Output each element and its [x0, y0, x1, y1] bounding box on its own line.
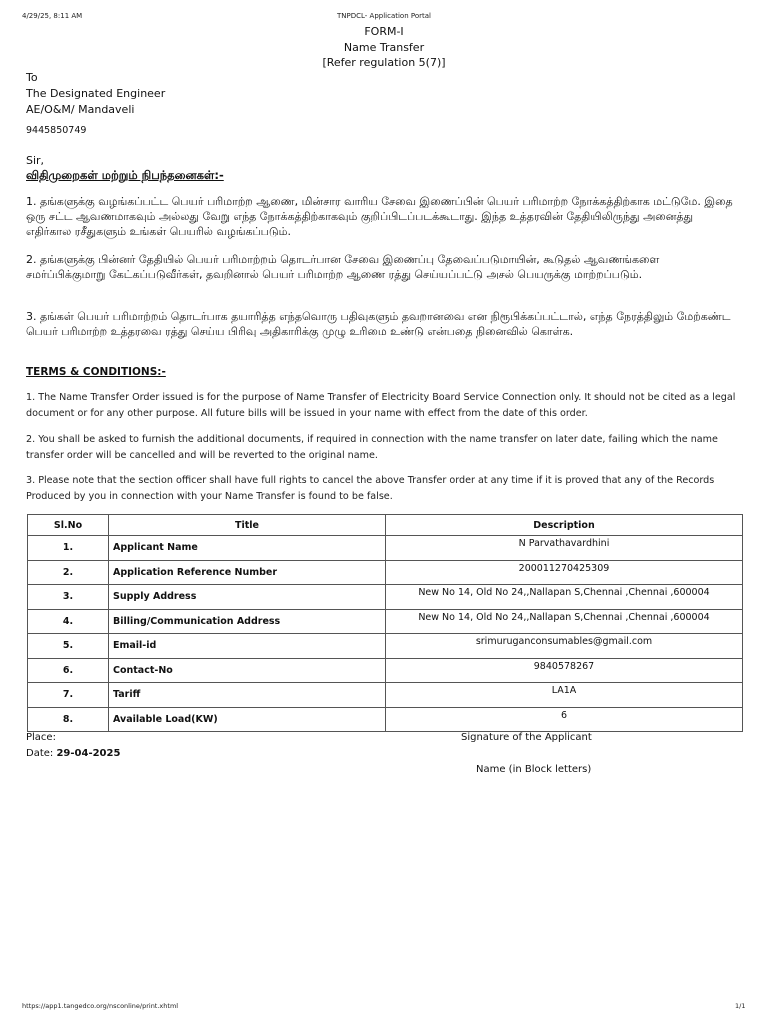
- form-title: FORM-I: [364, 25, 404, 38]
- date-value: 29-04-2025: [56, 748, 121, 759]
- table-row: [28, 585, 743, 610]
- date-label: Date:: [26, 748, 54, 759]
- address-to: To: [26, 71, 38, 84]
- row-number: 6.: [28, 658, 109, 683]
- terms-heading: TERMS & CONDITIONS:-: [26, 366, 166, 378]
- page-url: https://app1.tangedco.org/nsconline/print.xhtml: [22, 1002, 179, 1010]
- form-regulation: [Refer regulation 5(7)]: [322, 56, 446, 69]
- form-subtitle: Name Transfer: [343, 41, 425, 54]
- tamil-heading: விதிமுறைகள் மற்றும் நிபந்தனைகள்:-: [26, 168, 224, 182]
- tamil-paragraph-1: 1. தங்களுக்கு வழங்கப்பட்ட பெயர் பரிமாற்ற ஆணை, மின்சார வாரிய சேவை இணைப்பின் பெயர் பரிமாற்ற நோக்கத்திற்காக மட்டுமே. இதை ஒரு சட்ட ஆவணமாகவும் அல்லது வேறு எந்த நோக்கத்திற்காகவும் குறிப்பிடப்படக்கூடாது. இந்த உத்தரவின் தேதியிலிருந்து அனைத்து எதிர்கால ரசீதுகளும் உங்கள் பெயரில் வழங்கப்படும்.: [26, 195, 733, 238]
- row-description: New No 14, Old No 24,,Nallapan S,Chennai ,Chennai ,600004: [386, 585, 743, 610]
- table-row: [28, 658, 743, 683]
- row-number: 8.: [28, 707, 109, 732]
- terms-paragraph-3: 3. Please note that the section officer shall have full rights to cancel the above Transfer order at any time if it is proved that any of the Records Produced by you in connection with your Name Transfer is found to be false.: [26, 475, 715, 502]
- row-title: Available Load(KW): [109, 707, 386, 732]
- row-title: Email-id: [109, 634, 386, 659]
- row-number: 4.: [28, 609, 109, 634]
- row-number: 2.: [28, 560, 109, 585]
- row-number: 1.: [28, 536, 109, 561]
- table-row: [28, 683, 743, 708]
- row-description: 200011270425309: [386, 560, 743, 585]
- row-title: Application Reference Number: [109, 560, 386, 585]
- table-header-row: [28, 515, 743, 536]
- table-row: [28, 634, 743, 659]
- terms-paragraph-1: 1. The Name Transfer Order issued is for the purpose of Name Transfer of Electricity Board Service Connection only. It should not be cited as a legal document or for any other purpose. All future bills will be issued in your name with effect from the date of this order.: [26, 392, 736, 419]
- row-number: 5.: [28, 634, 109, 659]
- table-row: [28, 609, 743, 634]
- salutation: Sir,: [26, 154, 45, 167]
- header-description: Description: [386, 515, 743, 536]
- row-title: Applicant Name: [109, 536, 386, 561]
- row-description: srimuruganconsumables@gmail.com: [386, 634, 743, 659]
- tamil-paragraph-2: 2. தங்களுக்கு பின்னர் தேதியில் பெயர் பரிமாற்றம் தொடர்பான சேவை இணைப்பு தேவைப்படுமாயின், கூடுதல் ஆவணங்களை சமர்ப்பிக்குமாறு கேட்கப்படுவீர்கள், தவறினால் பெயர் பரிமாற்ற ஆணை ரத்து செய்யப்பட்டு அசல் பெயருக்கு மாற்றப்படும்.: [26, 253, 660, 281]
- tamil-paragraph-3: 3. தங்கள் பெயர் பரிமாற்றம் தொடர்பாக தயாரித்த எந்தவொரு பதிவுகளும் தவறானவை என நிரூபிக்கப்பட்டால், எந்த நேரத்திலும் மேற்கண்ட பெயர் பரிமாற்ற உத்தரவை ரத்து செய்ய பிரிவு அதிகாரிக்கு முழு உரிமை உண்டு என்பதை நினைவில் கொள்க.: [26, 310, 731, 338]
- date-line: [26, 748, 120, 759]
- address-line1: The Designated Engineer: [26, 87, 166, 100]
- header-slno: Sl.No: [28, 515, 109, 536]
- address-phone: 9445850749: [26, 125, 87, 136]
- row-title: Supply Address: [109, 585, 386, 610]
- header-title: Title: [109, 515, 386, 536]
- row-description: 9840578267: [386, 658, 743, 683]
- print-datetime: 4/29/25, 8:11 AM: [22, 12, 83, 20]
- row-number: 3.: [28, 585, 109, 610]
- place-label: Place:: [26, 732, 56, 743]
- page-number: 1/1: [735, 1002, 746, 1010]
- row-number: 7.: [28, 683, 109, 708]
- row-title: Tariff: [109, 683, 386, 708]
- row-title: Contact-No: [109, 658, 386, 683]
- address-line2: AE/O&M/ Mandaveli: [26, 103, 135, 116]
- row-description: LA1A: [386, 683, 743, 708]
- row-description: N Parvathavardhini: [386, 536, 743, 561]
- signature-label: Signature of the Applicant: [461, 732, 592, 743]
- terms-paragraph-2: 2. You shall be asked to furnish the additional documents, if required in connection with the name transfer on later date, failing which the name transfer order will be cancelled and will be reverted to the original name.: [26, 434, 718, 461]
- table-row: [28, 707, 743, 732]
- row-description: New No 14, Old No 24,,Nallapan S,Chennai ,Chennai ,600004: [386, 609, 743, 634]
- name-block-label: Name (in Block letters): [476, 764, 592, 775]
- portal-title: TNPDCL- Application Portal: [337, 12, 431, 20]
- row-title: Billing/Communication Address: [109, 609, 386, 634]
- details-table: [27, 514, 743, 732]
- table-row: [28, 560, 743, 585]
- table-row: [28, 536, 743, 561]
- row-description: 6: [386, 707, 743, 732]
